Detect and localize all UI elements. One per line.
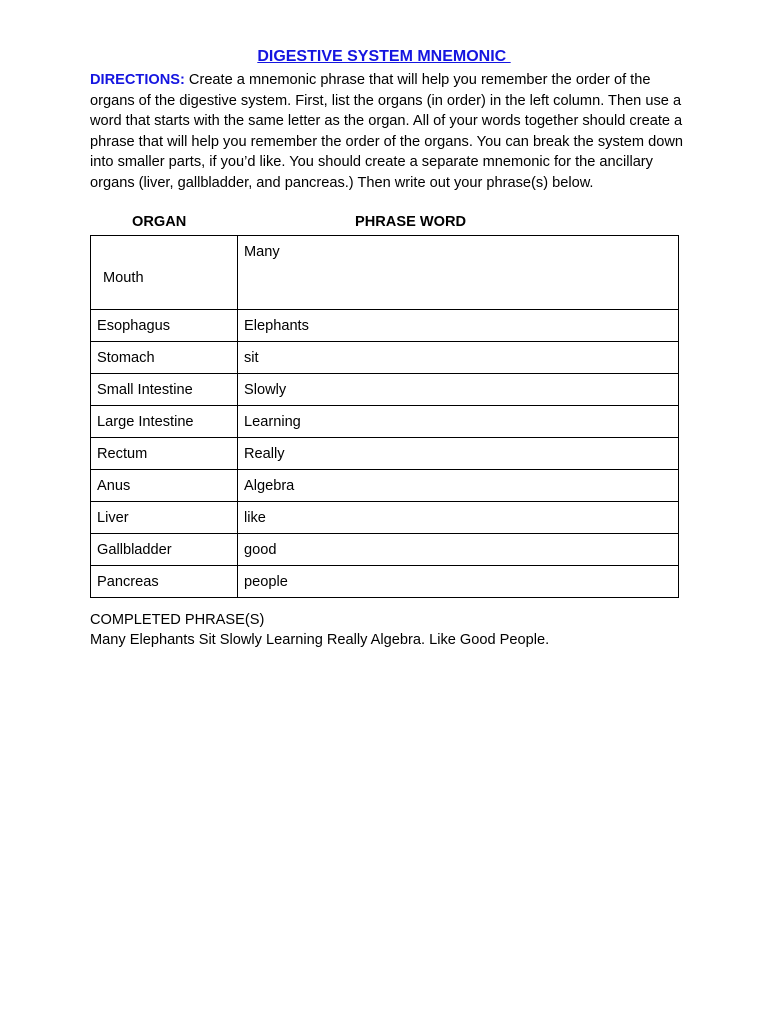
table-row: [91, 470, 679, 502]
directions-label: DIRECTIONS:: [90, 72, 185, 88]
completed-phrase: Many Elephants Sit Slowly Learning Really Algebra. Like Good People.: [90, 632, 550, 648]
table-row: [91, 236, 679, 310]
table-row: [91, 406, 679, 438]
directions-text: Create a mnemonic phrase that will help you remember the order of the organs of the digestive system. First, list the organs (in order) in the left column. Then use a word that starts with the same letter as the organ. All of your words together should create a phrase that will help you remember the order of the organs. You can break the system down into smaller parts, if you’d like. You should create a separate mnemonic for the ancillary organs (liver, gallbladder, and pancreas.) Then write out your phrase(s) below.: [90, 72, 684, 191]
organ-cell: Rectum: [91, 438, 238, 470]
directions-paragraph: [90, 70, 685, 193]
organ-cell: Gallbladder: [91, 534, 238, 566]
organ-cell: Small Intestine: [91, 374, 238, 406]
phrase-word-cell: good: [238, 534, 679, 566]
completed-section: [90, 610, 549, 650]
organ-cell: Anus: [91, 470, 238, 502]
table-row: [91, 502, 679, 534]
phrase-word-cell: Slowly: [238, 374, 679, 406]
phrase-word-cell: Really: [238, 438, 679, 470]
organ-cell: Stomach: [91, 342, 238, 374]
organ-column-header: ORGAN: [132, 214, 187, 230]
organ-cell: Large Intestine: [91, 406, 238, 438]
table-row: [91, 310, 679, 342]
completed-label: COMPLETED PHRASE(S): [90, 612, 265, 628]
table-row: [91, 566, 679, 598]
table-row: [91, 438, 679, 470]
table-row: [91, 342, 679, 374]
mnemonic-table: [90, 235, 679, 598]
organ-cell: Esophagus: [91, 310, 238, 342]
phrase-word-cell: Elephants: [238, 310, 679, 342]
organ-cell: Liver: [91, 502, 238, 534]
phrase-word-cell: like: [238, 502, 679, 534]
organ-cell: Pancreas: [91, 566, 238, 598]
phrase-word-cell: Algebra: [238, 470, 679, 502]
page-title: DIGESTIVE SYSTEM MNEMONIC: [257, 48, 511, 65]
table-row: [91, 374, 679, 406]
table-row: [91, 534, 679, 566]
phrase-word-cell: sit: [238, 342, 679, 374]
organ-cell: Mouth: [91, 236, 238, 310]
phrase-word-cell: Many: [238, 236, 679, 310]
phrase-word-column-header: PHRASE WORD: [355, 214, 467, 230]
phrase-word-cell: people: [238, 566, 679, 598]
phrase-word-cell: Learning: [238, 406, 679, 438]
